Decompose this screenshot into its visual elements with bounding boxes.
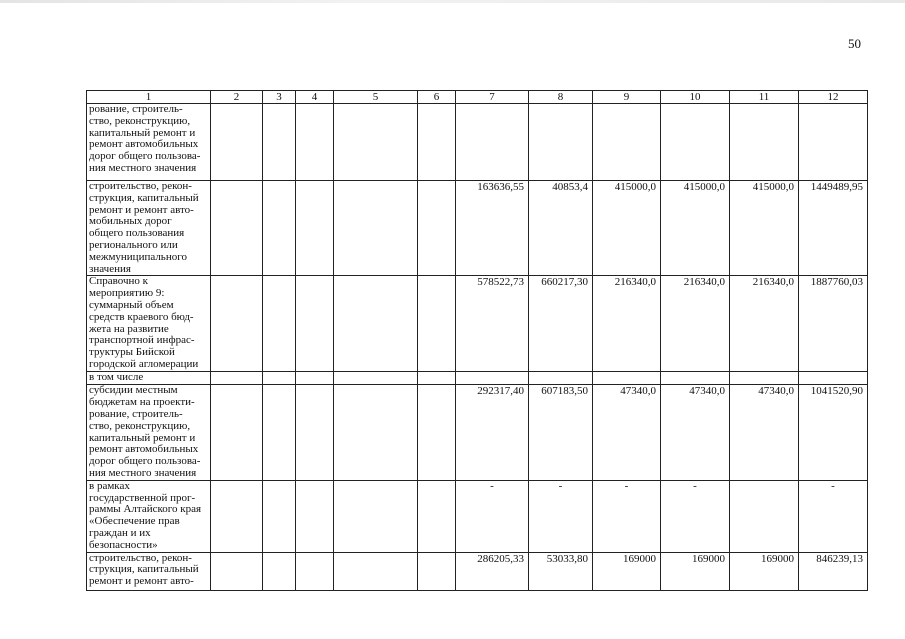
row-label-text: Справочно к мероприятию 9: суммарный объем средств краевого бюд- жета на развитие транспортной инфрас- труктуры Бийской городской агломерации — [89, 275, 199, 370]
cell-col12 — [799, 372, 868, 385]
cell-col8: 53033,80 — [529, 552, 593, 590]
cell-col8 — [529, 104, 593, 181]
row-label-text: строительство, рекон- струкция, капитальный ремонт и ремонт авто- — [89, 552, 199, 588]
table-row — [87, 181, 868, 276]
row-label-text: в рамках государственной прог- раммы Алтайского края «Обеспечение прав граждан и их безопасности» — [89, 480, 202, 551]
cell-col9: - — [593, 480, 661, 552]
cell-col8: 40853,4 — [529, 181, 593, 276]
cell-col7 — [456, 104, 529, 181]
column-header: 1 — [87, 91, 211, 104]
cell-col11: 415000,0 — [730, 181, 799, 276]
cell-col10: 169000 — [661, 552, 730, 590]
column-header: 12 — [799, 91, 868, 104]
column-header: 4 — [296, 91, 334, 104]
cell-col9: 216340,0 — [593, 276, 661, 372]
cell-col12: - — [799, 480, 868, 552]
row-label — [87, 276, 211, 372]
cell-col8: 607183,50 — [529, 385, 593, 480]
cell-col8: 660217,30 — [529, 276, 593, 372]
table-row — [87, 372, 868, 385]
cell-col11 — [730, 372, 799, 385]
header-row — [87, 91, 868, 104]
column-header: 3 — [263, 91, 296, 104]
cell-col10: 216340,0 — [661, 276, 730, 372]
column-header: 5 — [334, 91, 418, 104]
scan-edge — [0, 0, 905, 3]
table-row — [87, 385, 868, 480]
row-label — [87, 385, 211, 480]
cell-col7: - — [456, 480, 529, 552]
cell-col7: 286205,33 — [456, 552, 529, 590]
page-number: 50 — [848, 36, 861, 51]
row-label-text: субсидии местным бюджетам на проекти- рование, строитель- ство, реконструкцию, капитальный ремонт и ремонт автомобильных дорог общего пользова- ния местного значения — [89, 384, 201, 479]
cell-col7: 163636,55 — [456, 181, 529, 276]
row-label — [87, 480, 211, 552]
cell-col8 — [529, 372, 593, 385]
column-header: 9 — [593, 91, 661, 104]
row-label-text: строительство, рекон- струкция, капитальный ремонт и ремонт авто- мобильных дорог общего пользования регионального или межмуниципального значения — [89, 180, 199, 275]
cell-col11: 169000 — [730, 552, 799, 590]
table-row — [87, 276, 868, 372]
cell-col9 — [593, 372, 661, 385]
cell-col12: 1449489,95 — [799, 181, 868, 276]
row-label — [87, 181, 211, 276]
cell-col10: 47340,0 — [661, 385, 730, 480]
row-label — [87, 372, 211, 385]
cell-col7: 578522,73 — [456, 276, 529, 372]
cell-col9 — [593, 104, 661, 181]
cell-col7 — [456, 372, 529, 385]
table-row — [87, 480, 868, 552]
cell-col11: 216340,0 — [730, 276, 799, 372]
cell-col10: 415000,0 — [661, 181, 730, 276]
cell-col10 — [661, 372, 730, 385]
column-header: 2 — [211, 91, 263, 104]
column-header: 8 — [529, 91, 593, 104]
table-row — [87, 552, 868, 590]
row-label-text: рование, строитель- ство, реконструкцию, капитальный ремонт и ремонт автомобильных дорог общего пользова- ния местного значения — [89, 103, 201, 174]
row-label — [87, 552, 211, 590]
row-label-text: в том числе — [89, 371, 144, 384]
column-header: 11 — [730, 91, 799, 104]
cell-col12: 846239,13 — [799, 552, 868, 590]
table-row — [87, 104, 868, 181]
data-table — [86, 90, 868, 591]
cell-col11 — [730, 480, 799, 552]
cell-col11 — [730, 104, 799, 181]
cell-col9: 169000 — [593, 552, 661, 590]
cell-col9: 47340,0 — [593, 385, 661, 480]
cell-col10 — [661, 104, 730, 181]
cell-col9: 415000,0 — [593, 181, 661, 276]
cell-col10: - — [661, 480, 730, 552]
cell-col12: 1887760,03 — [799, 276, 868, 372]
column-header: 10 — [661, 91, 730, 104]
cell-col8: - — [529, 480, 593, 552]
cell-col12: 1041520,90 — [799, 385, 868, 480]
cell-col7: 292317,40 — [456, 385, 529, 480]
column-header: 7 — [456, 91, 529, 104]
cell-col11: 47340,0 — [730, 385, 799, 480]
column-header: 6 — [418, 91, 456, 104]
row-label — [87, 104, 211, 181]
cell-col12 — [799, 104, 868, 181]
